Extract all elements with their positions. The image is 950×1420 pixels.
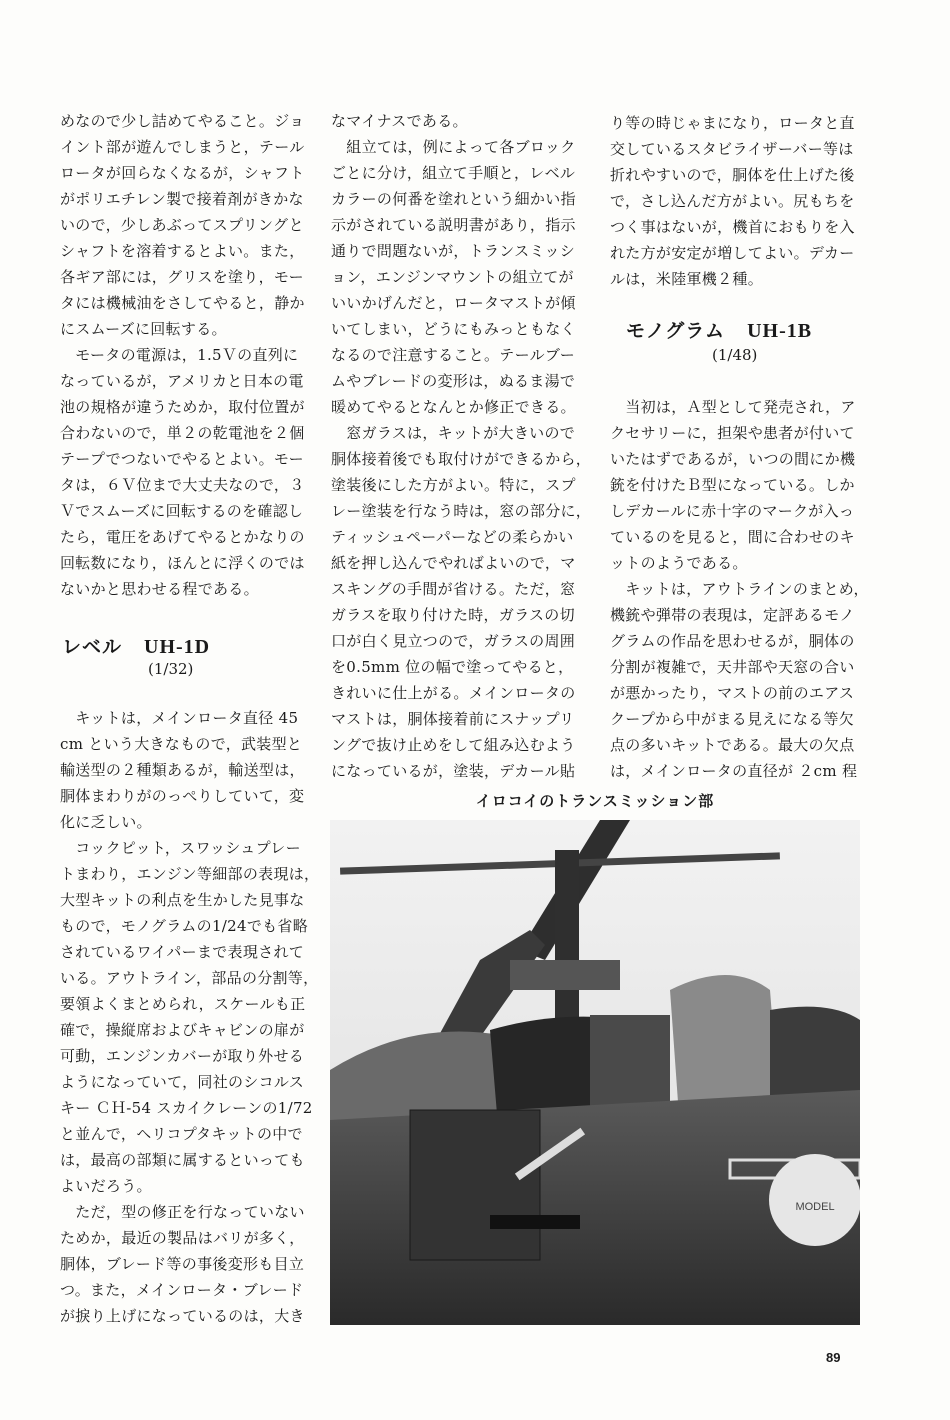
text-line: いたはずであるが，いつの間にか機 — [610, 450, 856, 468]
text-line: 胴体，ブレード等の事後変形も目立 — [60, 1255, 305, 1273]
text-line: は，メインロータの直径が ２cm 程 — [610, 762, 858, 780]
text-line: り等の時じゃまになり，ロータと直 — [610, 114, 855, 132]
section-heading-monogram-uh1b — [626, 316, 812, 343]
text-line: なるので注意すること。テールブー — [331, 346, 576, 364]
text-line: ングで抜け止めをして組み込むよう — [331, 736, 576, 754]
text-line: 折れやすいので，胴体を仕上げた後 — [610, 166, 855, 184]
text-line: 塗装後にした方がよい。特に，スプ — [331, 476, 576, 494]
text-line: つ。また，メインロータ・ブレード — [60, 1281, 304, 1299]
text-line: いてしまい，どうにもみっともなく — [331, 320, 576, 338]
text-line: タは，６Ｖ位まで大丈夫なので，３ — [60, 476, 305, 494]
badge-text: MODEL — [795, 1201, 835, 1213]
text-line: イント部が遊んでしまうと，テール — [60, 138, 305, 156]
heading-model: UH-1D — [144, 636, 211, 658]
text-line: 交しているスタビライザーバー等は — [610, 140, 854, 158]
text-line: ないかと思わせる程である。 — [60, 580, 259, 598]
text-line: 可動，エンジンカバーが取り外せる — [60, 1047, 305, 1065]
text-line: いいかげんだと，ロータマストが傾 — [331, 294, 576, 312]
text-line: ガラスを取り付けた時，ガラスの切 — [331, 606, 575, 624]
col3-paragraph-b — [610, 394, 872, 784]
text-line: 銃を付けたＢ型になっている。しか — [610, 476, 855, 494]
text-line: ロータが回らなくなるが，シャフト — [60, 164, 305, 182]
text-line: ルは，米陸軍機２種。 — [610, 270, 764, 288]
text-line: めなので少し詰めてやること。ジョ — [60, 112, 305, 130]
text-line: キットは，アウトラインのまとめ， — [610, 580, 869, 598]
text-line: ようになっていて，同社のシコルス — [60, 1073, 305, 1091]
text-line: クープから中がまる見えになる等欠 — [610, 710, 855, 728]
text-line: cm という大きなもので，武装型と — [60, 735, 303, 753]
text-line: ティッシュペーパーなどの柔らかい — [331, 528, 574, 546]
section-heading-revell-uh1d — [62, 632, 210, 659]
text-line: ットのようである。 — [610, 554, 748, 572]
helicopter-transmission-photo — [330, 820, 860, 1325]
text-line: 確で，操縦席およびキャビンの扉が — [60, 1021, 305, 1039]
text-line: 化に乏しい。 — [60, 813, 152, 831]
text-line: トまわり，エンジン等細部の表現は， — [60, 865, 320, 883]
text-line: 通りで問題ないが，トランスミッシ — [331, 242, 576, 260]
text-line: 各ギア部には，グリスを塗り，モー — [60, 268, 304, 286]
text-line: にスムーズに回転する。 — [60, 320, 227, 338]
text-line: 機銃や弾帯の表現は，定評あるモノ — [610, 606, 855, 624]
text-line: 当初は，Ａ型として発売され，ア — [610, 398, 856, 416]
text-line: になっているが，塗装，デカール貼 — [331, 762, 576, 780]
text-line: ごとに分け，組立て手順と，レベル — [331, 164, 576, 182]
text-line: 輸送型の２種類あるが，輸送型は， — [60, 761, 305, 779]
text-line: なっているが，アメリカと日本の電 — [60, 372, 304, 390]
text-line: 点の多いキットである。最大の欠点 — [610, 736, 855, 754]
text-line: 合わないので，単２の乾電池を２個 — [60, 424, 305, 442]
text-line: クセサリーに，担架や患者が付いて — [610, 424, 855, 442]
text-line: Ｖでスムーズに回転するのを確認し — [60, 502, 304, 520]
text-line: 要領よくまとめられ，スケールも正 — [60, 995, 306, 1013]
col1-paragraph-a — [60, 108, 322, 602]
text-line: タには機械油をさしてやると，静か — [60, 294, 305, 312]
text-line: つく事はないが，機首におもりを入 — [610, 218, 855, 236]
text-line: たら，電圧をあげてやるとかなりの — [60, 528, 305, 546]
col3-paragraph-a — [610, 110, 872, 292]
text-line: ョン，エンジンマウントの組立てが — [331, 268, 574, 286]
heading-brand: モノグラム — [626, 320, 726, 342]
text-line: されているワイパーまで表現されて — [60, 943, 305, 961]
text-line: なマイナスである。 — [331, 112, 468, 130]
text-line: がポリエチレン製で接着剤がきかな — [60, 190, 304, 208]
text-line: モータの電源は，1.5Ｖの直列に — [60, 346, 299, 364]
text-line: 分割が複雑で，天井部や天窓の合い — [610, 658, 855, 676]
text-line: 組立ては，例によって各ブロック — [331, 138, 576, 156]
text-line: ているのを見ると，間に合わせのキ — [610, 528, 855, 546]
text-line: マストは，胴体接着前にスナップリ — [331, 710, 575, 728]
text-line: ムやブレードの変形は，ぬるま湯で — [331, 372, 576, 390]
heading-brand: レベル — [62, 636, 123, 658]
text-line: 暖めてやるとなんとか修正できる。 — [331, 398, 576, 416]
text-line: シャフトを溶着するとよい。また， — [60, 242, 305, 260]
text-line: スキングの手間が省ける。ただ，窓 — [331, 580, 576, 598]
text-line: キー ＣＨ-54 スカイクレーンの1/72 — [60, 1099, 313, 1117]
text-line: を0.5mm 位の幅で塗ってやると， — [331, 658, 574, 676]
text-line: きれいに仕上がる。メインロータの — [331, 684, 576, 702]
photo-caption: イロコイのトランスミッション部 — [475, 792, 715, 810]
text-line: れた方が安定が増してよい。デカー — [610, 244, 855, 262]
col2-text — [331, 108, 593, 784]
text-line: で，さし込んだ方がよい。尻もちを — [610, 192, 855, 210]
text-line: カラーの何番を塗れという細かい指 — [331, 190, 576, 208]
text-line: コックピット，スワッシュプレー — [60, 839, 301, 857]
text-line: 回転数になり，ほんとに浮くのでは — [60, 554, 305, 572]
text-line: 紙を押し込んでやればよいので，マ — [331, 554, 576, 572]
model-badge — [769, 1154, 860, 1246]
text-line: いる。アウトライン，部品の分割等， — [60, 969, 319, 987]
text-line: レー塗装を行なう時は，窓の部分に， — [331, 502, 592, 520]
text-line: が悪かったり，マストの前のエアス — [610, 684, 855, 702]
text-line: ただ，型の修正を行なっていない — [60, 1203, 305, 1221]
text-line: テープでつないでやるとよい。モー — [60, 450, 304, 468]
text-line: は，最高の部類に属するといっても — [60, 1151, 305, 1169]
text-line: 口が白く見立つので，ガラスの周囲 — [331, 632, 576, 650]
text-line: グラムの作品を思わせるが，胴体の — [610, 632, 855, 650]
text-line: もので，モノグラムの1/24でも省略 — [60, 917, 309, 935]
heading-scale: (1/48) — [712, 346, 758, 364]
text-line: 窓ガラスは，キットが大きいので — [331, 424, 576, 442]
text-line: 池の規格が違うためか，取付位置が — [60, 398, 305, 416]
photo-image — [330, 820, 860, 1325]
text-line: キットは，メインロータ直径 45 — [60, 709, 299, 727]
text-line: いので，少しあぶってスプリングと — [60, 216, 304, 234]
text-line: よいだろう。 — [60, 1177, 152, 1195]
text-line: 胴体まわりがのっぺりしていて，変 — [60, 787, 305, 805]
heading-scale: (1/32) — [148, 660, 194, 678]
heading-model: UH-1B — [747, 320, 813, 342]
text-line: しデカールに赤十字のマークが入っ — [610, 502, 855, 520]
page-number: 89 — [826, 1350, 841, 1365]
text-line: と並んで，ヘリコプタキットの中で — [60, 1125, 303, 1143]
text-line: 胴体接着後でも取付けができるから， — [331, 450, 592, 468]
text-line: ためか，最近の製品はバリが多く， — [60, 1229, 305, 1247]
text-line: 示がされている説明書があり，指示 — [331, 216, 576, 234]
col1-paragraph-b — [60, 705, 322, 1329]
text-line: 大型キットの利点を生かした見事な — [60, 891, 305, 909]
text-line: が捩り上げになっているのは，大き — [60, 1307, 305, 1325]
